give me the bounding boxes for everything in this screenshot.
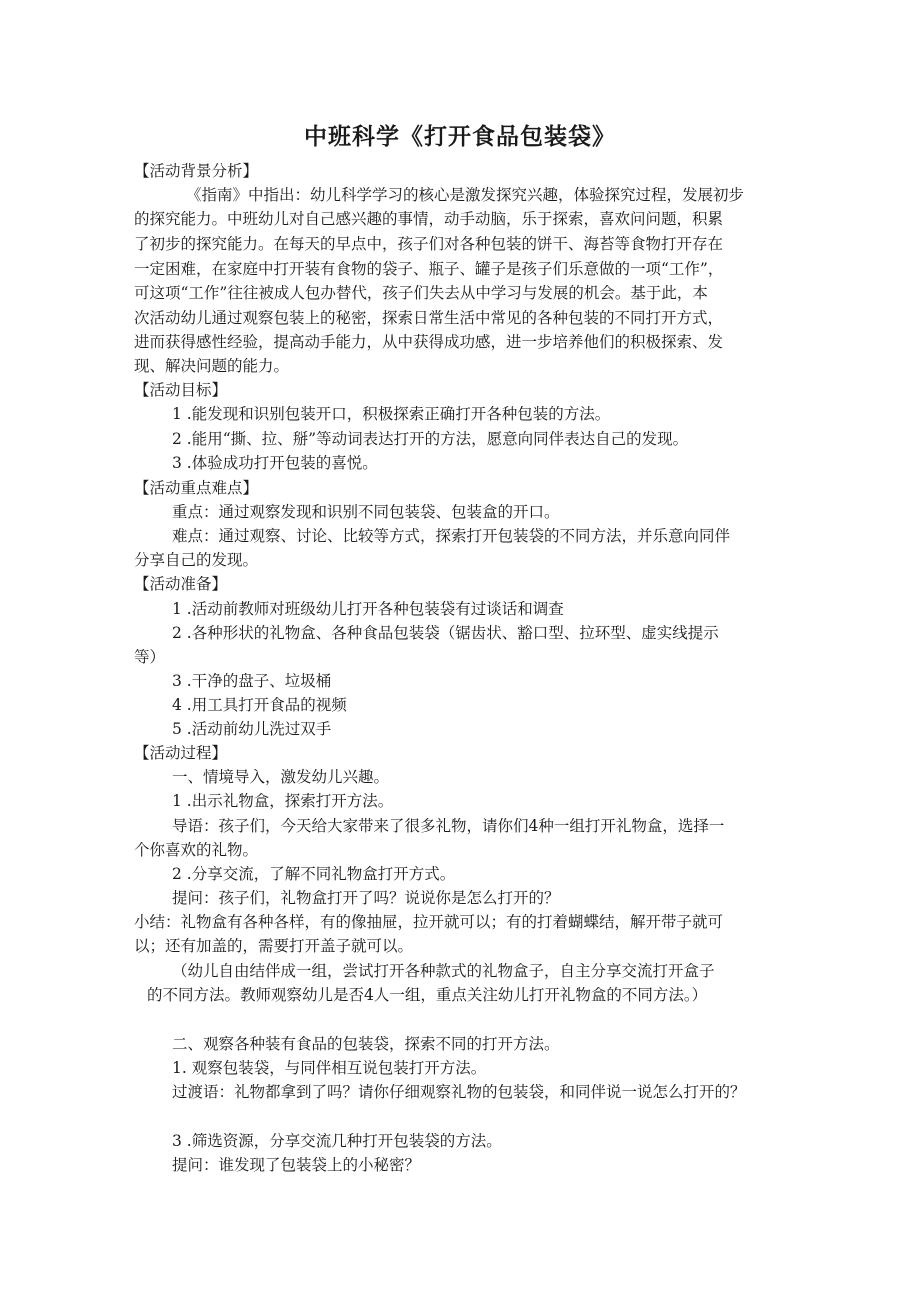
paragraph-line: 的探究能力。中班幼儿对自己感兴趣的事情，动手动脑，乐于探索，喜欢问问题，积累 — [134, 210, 724, 228]
part-title: 二、观察各种装有食品的包装袋，探索不同的打开方法。 — [172, 1035, 560, 1053]
part-title: 一、情境导入，激发幼儿兴趣。 — [172, 768, 390, 786]
section-heading-preparation: 【活动准备】 — [134, 575, 228, 593]
guide-line: 导语：孩子们，今天给大家带来了很多礼物，请你们4种一组打开礼物盒，选择一 — [172, 817, 725, 835]
paragraph-line: 了初步的探究能力。在每天的早点中，孩子们对各种包装的饼干、海苔等食物打开存在 — [134, 235, 724, 253]
difficulty-line: 分享自己的发现。 — [134, 551, 259, 569]
section-heading-process: 【活动过程】 — [134, 744, 228, 762]
section-heading-background: 【活动背景分析】 — [134, 162, 259, 180]
list-item: 3 .干净的盘子、垃圾桶 — [172, 672, 332, 690]
note-line: （幼儿自由结伴成一组，尝试打开各种款式的礼物盒子，自主分享交流打开盒子 — [172, 962, 715, 980]
paragraph-line: 可这项“工作”往往被成人包办替代，孩子们失去从中学习与发展的机会。基于此，本 — [134, 284, 708, 302]
step-line: 1 .出示礼物盒，探索打开方法。 — [172, 792, 394, 810]
difficulty-line: 难点：通过观察、讨论、比较等方式，探索打开包装袋的不同方法，并乐意向同伴 — [172, 527, 731, 545]
paragraph-line: 次活动幼儿通过观察包装上的秘密，探索日常生活中常见的各种包装的不同打开方式， — [134, 309, 724, 327]
list-item: 2 .能用“撕、拉、掰”等动词表达打开的方法，愿意向同伴表达自己的发现。 — [172, 430, 689, 448]
paragraph-line: 现、解决问题的能力。 — [134, 357, 290, 375]
paragraph-line: 一定困难，在家庭中打开装有食物的袋子、瓶子、罐子是孩子们乐意做的一项“工作”， — [134, 260, 724, 278]
page-title: 中班科学《打开食品包装袋》 — [304, 124, 616, 150]
section-heading-key-points: 【活动重点难点】 — [134, 479, 259, 497]
list-item: 4 .用工具打开食品的视频 — [172, 696, 347, 714]
paragraph-line: 进而获得感性经验，提高动手能力，从中获得成功感，进一步培养他们的积极探索、发 — [134, 333, 724, 351]
note-line: 的不同方法。教师观察幼儿是否4人一组，重点关注幼儿打开礼物盒的不同方法。） — [147, 986, 708, 1004]
transition-line: 过渡语：礼物都拿到了吗？请你仔细观察礼物的包装袋，和同伴说一说怎么打开的？ — [172, 1083, 746, 1101]
list-item: 5 .活动前幼儿洗过双手 — [172, 720, 332, 738]
summary-line: 小结：礼物盒有各种各样，有的像抽屉，拉开就可以；有的打着蝴蝶结，解开带子就可 — [134, 913, 724, 931]
summary-line: 以；还有加盖的，需要打开盖子就可以。 — [134, 937, 414, 955]
list-item: 1 .活动前教师对班级幼儿打开各种包装袋有过谈话和调查 — [172, 600, 564, 618]
list-item: 1 .能发现和识别包装开口，积极探索正确打开各种包装的方法。 — [172, 405, 611, 423]
step-line: 2 .分享交流，了解不同礼物盒打开方式。 — [172, 865, 456, 883]
focus-line: 重点：通过观察发现和识别不同包装袋、包装盒的开口。 — [172, 503, 560, 521]
step-line: 3 .筛选资源，分享交流几种打开包装袋的方法。 — [172, 1132, 502, 1150]
paragraph-line: 《指南》中指出：幼儿科学学习的核心是激发探究兴趣，体验探究过程，发展初步 — [186, 186, 745, 204]
question-line: 提问：孩子们，礼物盒打开了吗？说说你是怎么打开的？ — [172, 889, 560, 907]
list-item-continued: 等） — [134, 648, 166, 666]
question-line: 提问：谁发现了包装袋上的小秘密？ — [172, 1156, 421, 1174]
list-item: 2 .各种形状的礼物盒、各种食品包装袋（锯齿状、豁口型、拉环型、虚实线提示 — [172, 624, 719, 642]
list-item: 3 .体验成功打开包装的喜悦。 — [172, 454, 378, 472]
guide-line: 个你喜欢的礼物。 — [134, 841, 259, 859]
section-heading-goals: 【活动目标】 — [134, 381, 228, 399]
step-line: 1. 观察包装袋，与同伴相互说包装打开方法。 — [172, 1059, 487, 1077]
